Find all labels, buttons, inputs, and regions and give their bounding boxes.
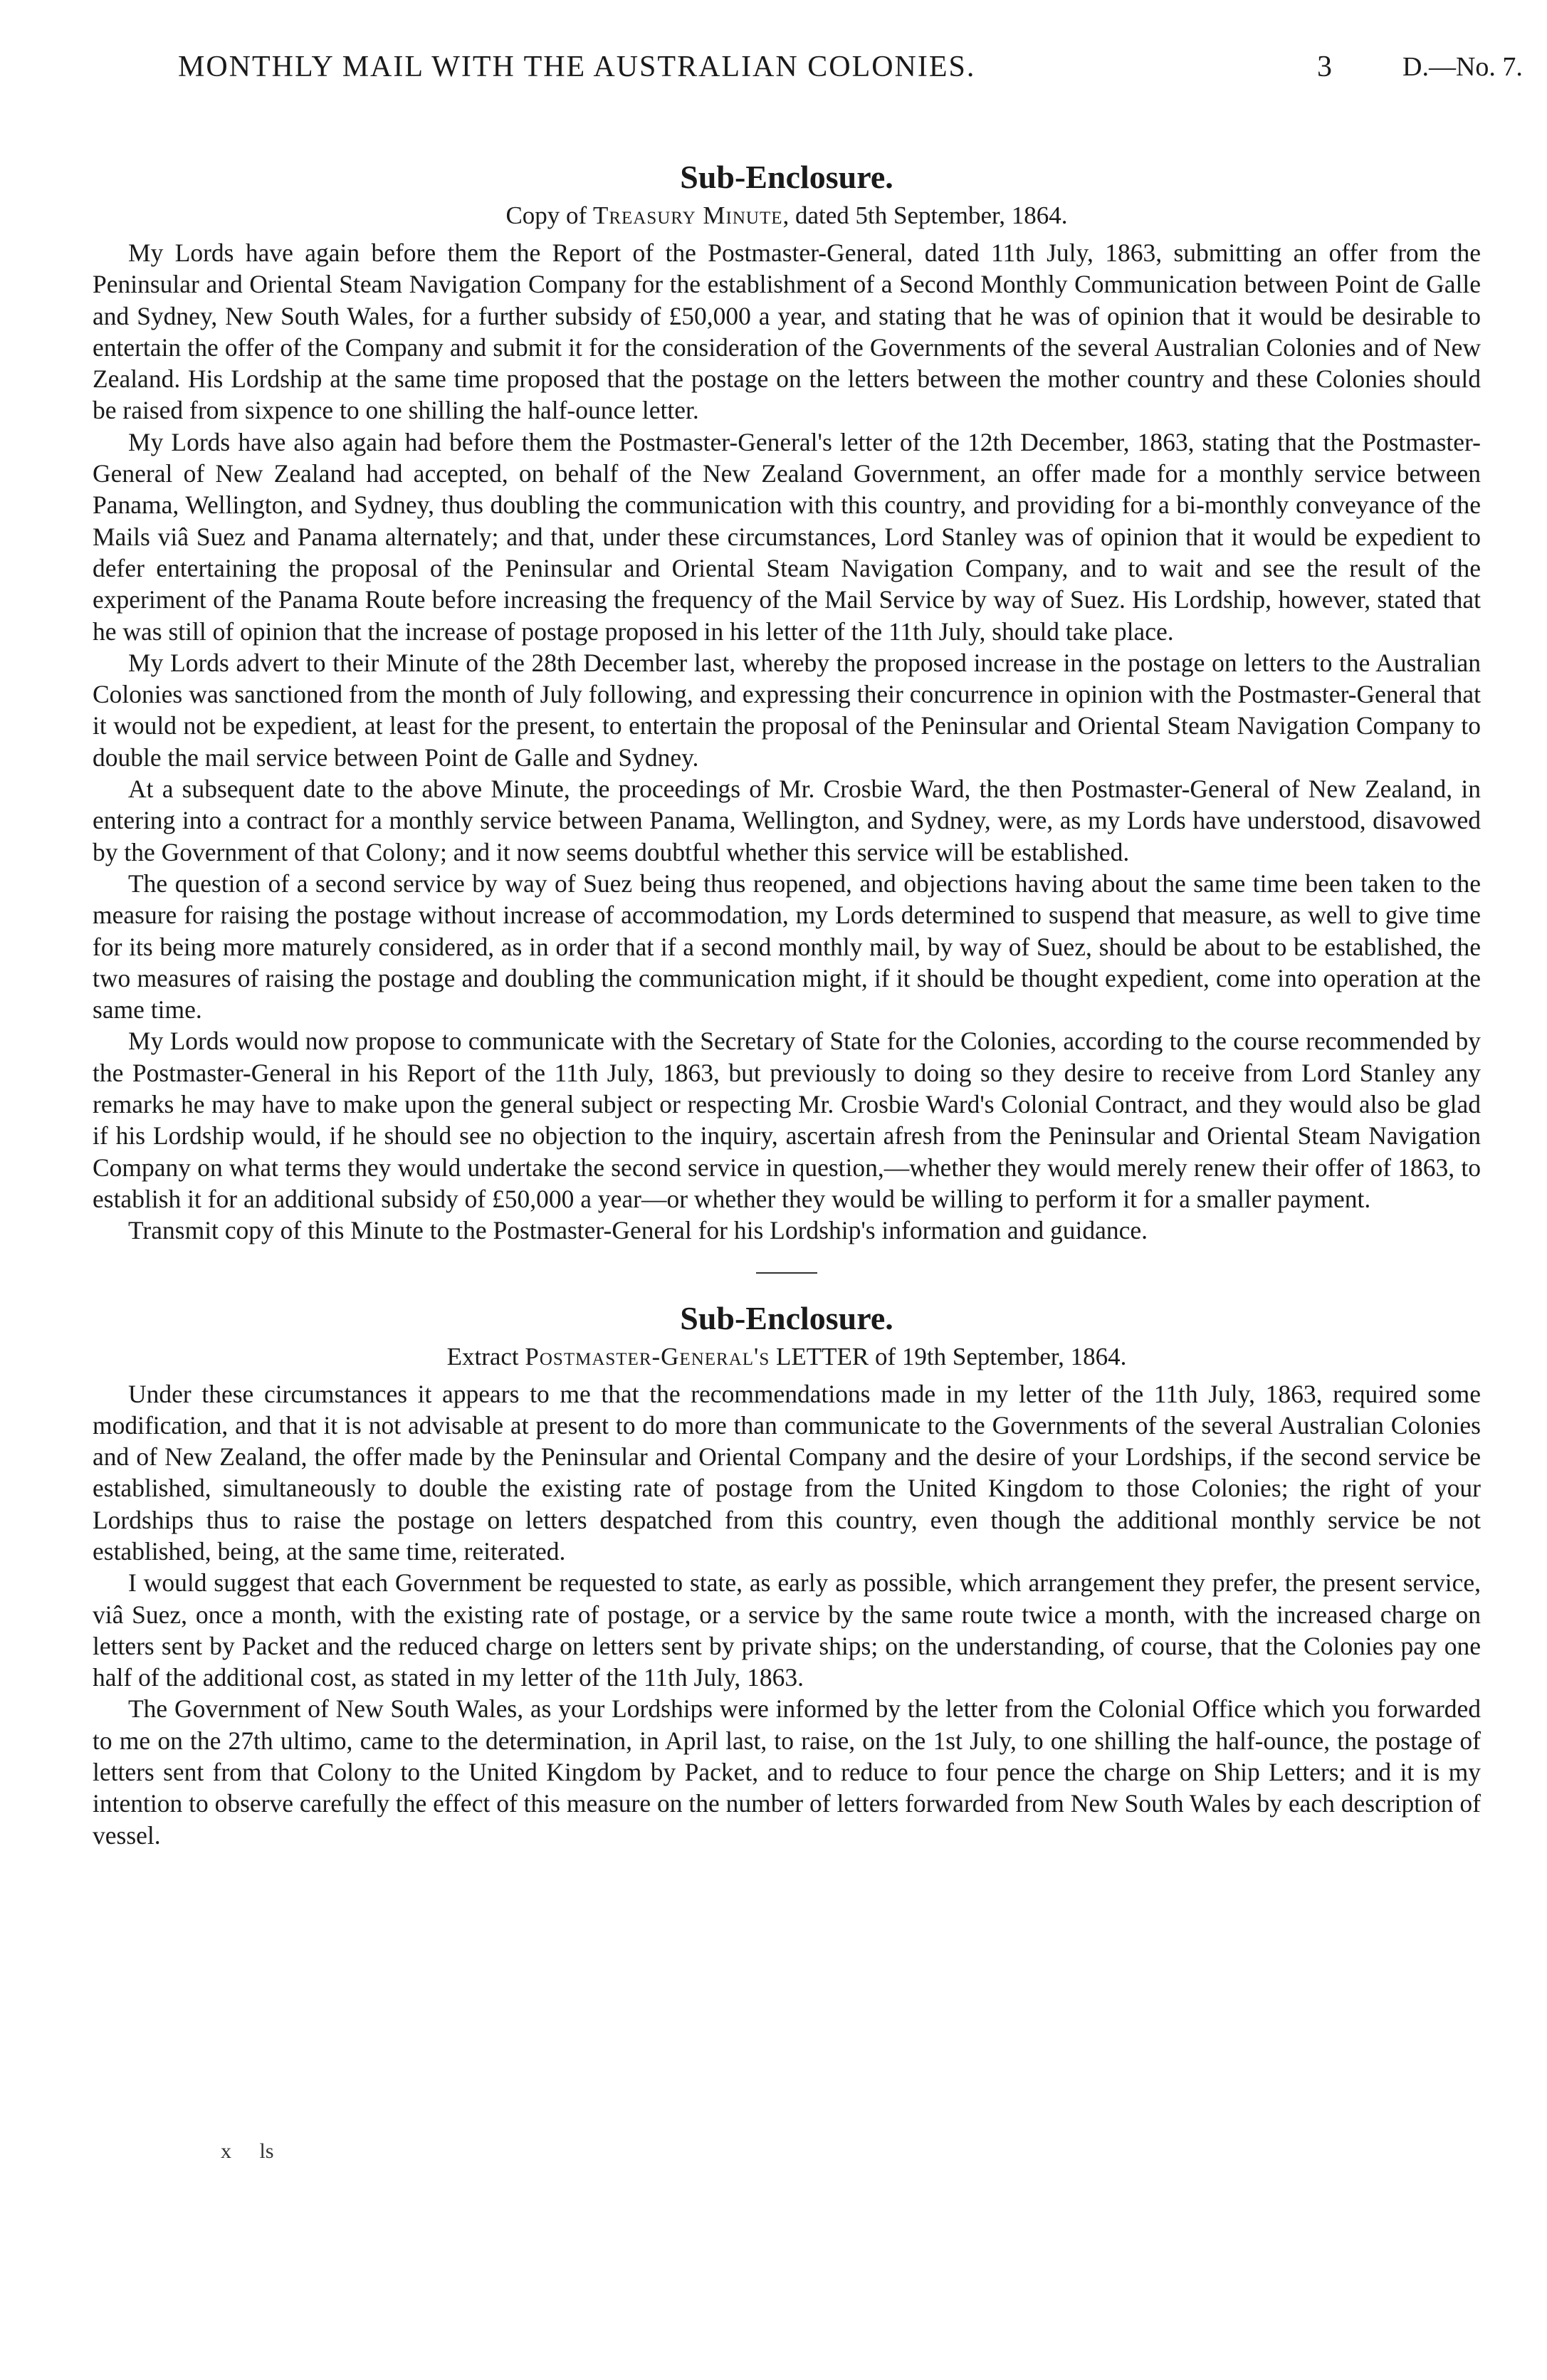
paragraph: I would suggest that each Government be requested to state, as early as possible, which arrangement they prefer, the present service, viâ Suez, once a month, with the existing rate of postage, or a service by the same route twice a month, with the increased charge on letters sent by Packet and the reduced charge on letters sent by private ships; on the understanding, of course, that the Colonies pay one half of the additional cost, as stated in my letter of the 11th July, 1863. [93,1568,1481,1692]
section-heading: Sub-Enclosure. [680,1299,893,1336]
page-number: 3 [1317,51,1332,83]
sub-enclosure-treasury-minute [93,158,1481,1247]
section-divider [756,1272,817,1274]
paragraph: My Lords would now propose to communicate with the Secretary of State for the Colonies, according to the course recommended by the Postmaster-General in his Report of the 11th July, 1863, but previously to doing so they desire to receive from Lord Stanley any remarks he may have to make upon the general subject or respecting Mr. Crosbie Ward's Colonial Contract, and they would also be glad if his Lordship would, if he should see no objection to the inquiry, ascertain afresh from the Peninsular and Oriental Steam Navigation Company on what terms they would undertake the second service in question,—whether they would merely renew their offer of 1863, to establish it for an additional subsidy of £50,000 a year—or whether they would be willing to perform it for a smaller payment. [93,1027,1481,1213]
paragraph: Transmit copy of this Minute to the Postmaster-General for his Lordship's information and guidance. [128,1216,1148,1245]
document-page [93,50,1523,1851]
paragraph: At a subsequent date to the above Minute, the proceedings of Mr. Crosbie Ward, the then Postmaster-General of New Zealand, in entering into a contract for a monthly service between Panama, Wellington, and Sydney, were, as my Lords have understood, disavowed by the Government of that Colony; and it now seems doubtful whether this service will be established. [93,775,1481,866]
paragraph: My Lords have again before them the Report of the Postmaster-General, dated 11th July, 1863, submitting an offer from the Peninsular and Oriental Steam Navigation Company for the establishment of a Second Monthly Communication between Point de Galle and Sydney, New South Wales, for a further subsidy of £50,000 a year, and stating that he was of opinion that it would be desirable to entertain the offer of the Company and submit it for the consideration of the Governments of the several Australian Colonies and of New Zealand. His Lordship at the same time proposed that the postage on the letters between the mother country and these Colonies should be raised from sixpence to one shilling the half-ounce letter. [93,238,1481,425]
paragraph: The question of a second service by way of Suez being thus reopened, and objections having about the same time been taken to the measure for raising the postage without increase of accommodation, my Lords determined to suspend that measure, as well to give time for its being more maturely considered, as in order that if a second monthly mail, by way of Suez, should be about to be established, the two measures of raising the postage and doubling the communication might, if it should be thought expedient, come into operation at the same time. [93,869,1481,1024]
caption-prefix: Extract [446,1342,525,1370]
page-header [93,50,1523,93]
caption-postmaster-general: Postmaster-General's [525,1342,770,1370]
paragraph: My Lords advert to their Minute of the 28th December last, whereby the proposed increase in the postage on letters to the Australian Colonies was sanctioned from the month of July following, and expressing their concurrence in opinion with the Postmaster-General that it would not be expedient, at least for the present, to entertain the proposal of the Peninsular and Oriental Steam Navigation Company to double the mail service between Point de Galle and Sydney. [93,648,1481,772]
section-caption [93,201,1481,230]
footer-mark: x [221,2139,231,2163]
document-number: D.—No. 7. [1402,52,1523,82]
paragraph: My Lords have also again had before them the Postmaster-General's letter of the 12th December, 1863, stating that the Postmaster-General of New Zealand had accepted, on behalf of the New Zealand Government, an offer made for a monthly service between Panama, Wellington, and Sydney, thus doubling the communication with this country, and providing for a bi-monthly conveyance of the Mails viâ Suez and Panama alternately; and that, under these circumstances, Lord Stanley was of opinion that it would be expedient to defer entertaining the proposal of the Peninsular and Oriental Steam Navigation Company, and to wait and see the result of the experiment of the Panama Route before increasing the frequency of the Mail Service by way of Suez. His Lordship, however, stated that he was still of opinion that the increase of postage proposed in his letter of the 11th July, should take place. [93,427,1481,646]
caption-prefix: Copy of [505,201,593,229]
footer-marks [221,2139,297,2164]
section-caption [93,1343,1481,1371]
caption-treasury-minute: Treasury Minute [592,201,783,229]
section-heading: Sub-Enclosure. [680,159,893,195]
paragraph: The Government of New South Wales, as your Lordships were informed by the letter from the Colonial Office which you forwarded to me on the 27th ultimo, came to the determination, in April last, to raise, on the 1st July, to one shilling the half-ounce, the postage of letters sent from that Colony to the United Kingdom by Packet, and to reduce to four pence the charge on Ship Letters; and it is my intention to observe carefully the effect of this measure on the number of letters forwarded from New South Wales by each description of vessel. [93,1694,1481,1850]
sub-enclosure-postmaster-letter [93,1299,1481,1851]
caption-suffix: , dated 5th September, 1864. [782,201,1068,229]
footer-mark: ls [259,2139,274,2163]
paragraph: Under these circumstances it appears to me that the recommendations made in my letter of the 11th July, 1863, required some modification, and that it is not advisable at present to do more than communicate to the Governments of the several Australian Colonies and of New Zealand, the offer made by the Peninsular and Oriental Company and the desire of your Lordships, if the second service be established, simultaneously to double the existing rate of postage from the United Kingdom to those Colonies; the right of your Lordships thus to raise the postage on letters despatched from this country, even though the additional monthly service be not established, being, at the same time, reiterated. [93,1379,1481,1566]
running-title: MONTHLY MAIL WITH THE AUSTRALIAN COLONIES. [178,51,976,83]
caption-suffix: LETTER of 19th September, 1864. [770,1342,1127,1370]
